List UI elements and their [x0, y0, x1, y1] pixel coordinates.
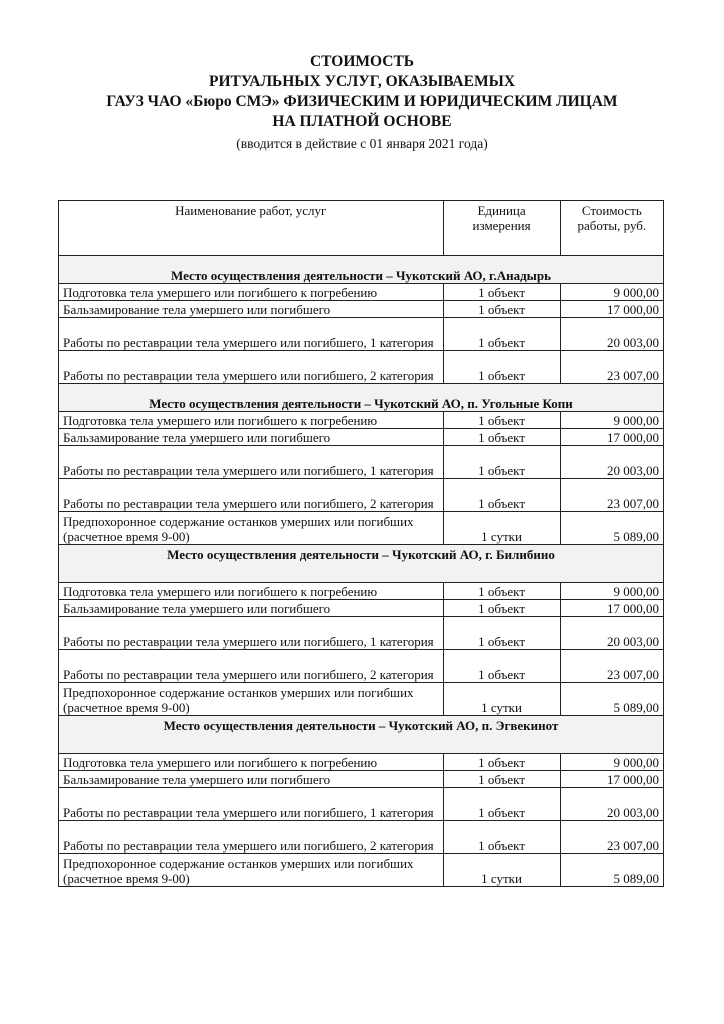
table-row	[59, 754, 664, 771]
table-row	[59, 583, 664, 600]
table-row	[59, 429, 664, 446]
service-name-cell: Бальзамирование тела умершего или погибшего	[59, 301, 444, 318]
cost-cell: 17 000,00	[560, 771, 663, 788]
unit-cell: 1 объект	[443, 446, 560, 479]
section-row	[59, 545, 664, 583]
cost-cell: 9 000,00	[560, 754, 663, 771]
table-row	[59, 771, 664, 788]
cost-cell: 17 000,00	[560, 301, 663, 318]
cost-cell: 20 003,00	[560, 788, 663, 821]
unit-cell: 1 объект	[443, 754, 560, 771]
price-table-body	[59, 256, 664, 887]
service-name-cell: Бальзамирование тела умершего или погибшего	[59, 429, 444, 446]
table-row	[59, 600, 664, 617]
table-row	[59, 512, 664, 545]
header-cost: Стоимость работы, руб.	[560, 201, 663, 256]
section-title: Место осуществления деятельности – Чукотский АО, г.Анадырь	[59, 256, 664, 284]
cost-cell: 20 003,00	[560, 318, 663, 351]
unit-cell: 1 объект	[443, 479, 560, 512]
unit-cell: 1 объект	[443, 583, 560, 600]
unit-cell: 1 объект	[443, 771, 560, 788]
title-line-2: РИТУАЛЬНЫХ УСЛУГ, ОКАЗЫВАЕМЫХ	[208, 73, 516, 90]
service-name-cell: Подготовка тела умершего или погибшего к погребению	[59, 284, 444, 301]
table-row	[59, 821, 664, 854]
unit-cell: 1 объект	[443, 412, 560, 429]
document-title	[0, 52, 724, 132]
cost-cell: 9 000,00	[560, 412, 663, 429]
price-table	[58, 200, 664, 887]
cost-cell: 23 007,00	[560, 351, 663, 384]
table-row	[59, 284, 664, 301]
section-title: Место осуществления деятельности – Чукотский АО, п. Угольные Копи	[59, 384, 664, 412]
table-header-row	[59, 201, 664, 256]
service-name-cell: Бальзамирование тела умершего или погибшего	[59, 771, 444, 788]
section-row	[59, 716, 664, 754]
cost-cell: 17 000,00	[560, 429, 663, 446]
cost-cell: 5 089,00	[560, 854, 663, 887]
table-row	[59, 683, 664, 716]
section-row	[59, 256, 664, 284]
header-unit: Единица измерения	[443, 201, 560, 256]
section-row	[59, 384, 664, 412]
section-title: Место осуществления деятельности – Чукотский АО, г. Билибино	[59, 545, 664, 583]
table-row	[59, 412, 664, 429]
unit-cell: 1 объект	[443, 650, 560, 683]
table-row	[59, 479, 664, 512]
table-row	[59, 617, 664, 650]
service-name-cell: Работы по реставрации тела умершего или погибшего, 1 категория	[59, 446, 444, 479]
table-row	[59, 854, 664, 887]
unit-cell: 1 сутки	[443, 854, 560, 887]
cost-cell: 23 007,00	[560, 479, 663, 512]
service-name-cell: Бальзамирование тела умершего или погибшего	[59, 600, 444, 617]
title-line-3: ГАУЗ ЧАО «Бюро СМЭ» ФИЗИЧЕСКИМ И ЮРИДИЧЕСКИМ ЛИЦАМ	[106, 93, 618, 110]
service-name-cell: Подготовка тела умершего или погибшего к погребению	[59, 583, 444, 600]
service-name-cell: Предпохоронное содержание останков умерших или погибших (расчетное время 9-00)	[59, 854, 444, 887]
cost-cell: 9 000,00	[560, 583, 663, 600]
service-name-cell: Работы по реставрации тела умершего или погибшего, 1 категория	[59, 318, 444, 351]
cost-cell: 5 089,00	[560, 683, 663, 716]
service-name-cell: Подготовка тела умершего или погибшего к погребению	[59, 754, 444, 771]
service-name-cell: Работы по реставрации тела умершего или погибшего, 1 категория	[59, 617, 444, 650]
cost-cell: 20 003,00	[560, 617, 663, 650]
service-name-cell: Предпохоронное содержание останков умерших или погибших (расчетное время 9-00)	[59, 512, 444, 545]
unit-cell: 1 объект	[443, 284, 560, 301]
unit-cell: 1 сутки	[443, 683, 560, 716]
service-name-cell: Подготовка тела умершего или погибшего к погребению	[59, 412, 444, 429]
unit-cell: 1 объект	[443, 351, 560, 384]
unit-cell: 1 объект	[443, 429, 560, 446]
title-line-1: СТОИМОСТЬ	[309, 53, 415, 70]
table-row	[59, 650, 664, 683]
table-row	[59, 318, 664, 351]
service-name-cell: Работы по реставрации тела умершего или погибшего, 2 категория	[59, 821, 444, 854]
unit-cell: 1 сутки	[443, 512, 560, 545]
table-row	[59, 446, 664, 479]
header-name: Наименование работ, услуг	[59, 201, 444, 256]
service-name-cell: Работы по реставрации тела умершего или погибшего, 1 категория	[59, 788, 444, 821]
cost-cell: 17 000,00	[560, 600, 663, 617]
unit-cell: 1 объект	[443, 318, 560, 351]
cost-cell: 23 007,00	[560, 821, 663, 854]
unit-cell: 1 объект	[443, 788, 560, 821]
unit-cell: 1 объект	[443, 301, 560, 318]
table-row	[59, 788, 664, 821]
unit-cell: 1 объект	[443, 600, 560, 617]
table-row	[59, 301, 664, 318]
cost-cell: 9 000,00	[560, 284, 663, 301]
service-name-cell: Предпохоронное содержание останков умерших или погибших (расчетное время 9-00)	[59, 683, 444, 716]
cost-cell: 5 089,00	[560, 512, 663, 545]
unit-cell: 1 объект	[443, 821, 560, 854]
service-name-cell: Работы по реставрации тела умершего или погибшего, 2 категория	[59, 351, 444, 384]
service-name-cell: Работы по реставрации тела умершего или погибшего, 2 категория	[59, 479, 444, 512]
service-name-cell: Работы по реставрации тела умершего или погибшего, 2 категория	[59, 650, 444, 683]
section-title: Место осуществления деятельности – Чукотский АО, п. Эгвекинот	[59, 716, 664, 754]
unit-cell: 1 объект	[443, 617, 560, 650]
title-line-4: НА ПЛАТНОЙ ОСНОВЕ	[272, 113, 452, 130]
cost-cell: 20 003,00	[560, 446, 663, 479]
cost-cell: 23 007,00	[560, 650, 663, 683]
table-row	[59, 351, 664, 384]
effective-date-subtitle: (вводится в действие с 01 января 2021 года)	[236, 136, 488, 151]
